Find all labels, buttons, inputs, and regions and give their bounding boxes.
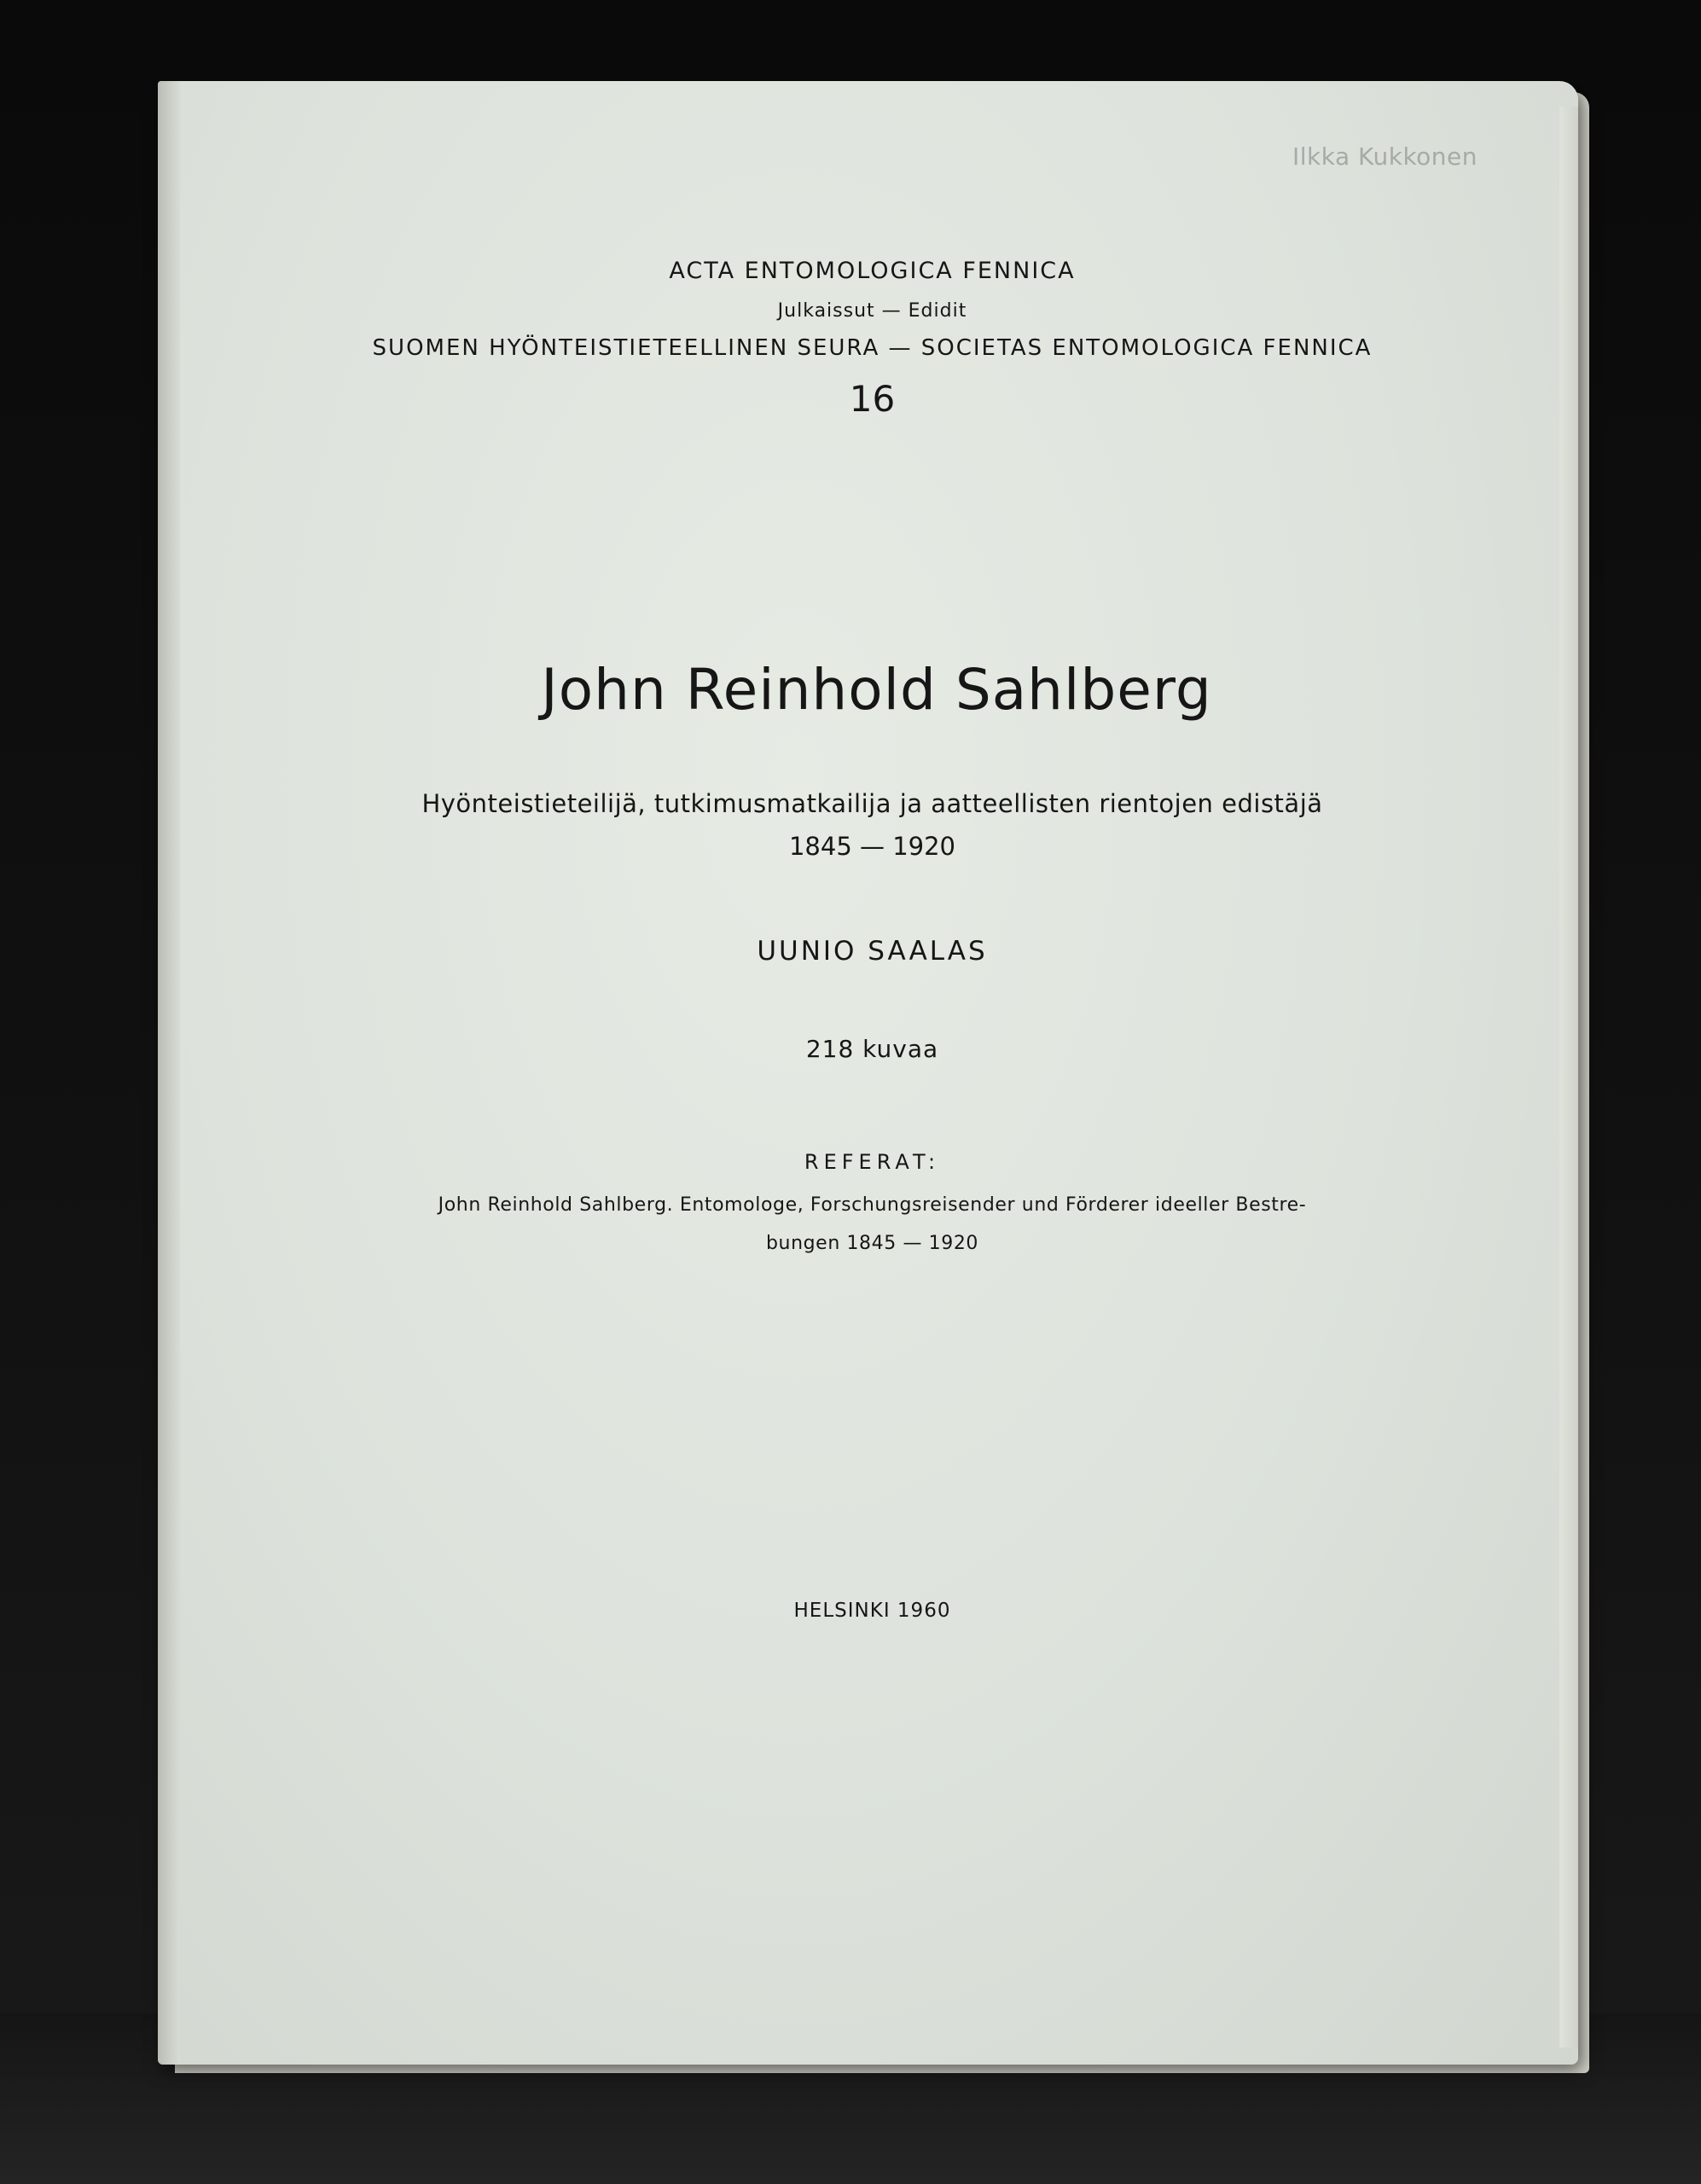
life-years: 1845 — 1920 [788,832,956,861]
referat-line-1: John Reinhold Sahlberg. Entomologe, Forschungsreisender und Förderer ideeller Bestre- [438,1194,1307,1216]
imprint: HELSINKI 1960 [793,1600,951,1622]
figure-count: 218 kuvaa [805,1035,939,1063]
book-cover [158,81,1578,2065]
owner-stamp: Ilkka Kukkonen [1292,142,1478,171]
author-name: UUNIO SAALAS [757,936,988,967]
referat-line-2: bungen 1845 — 1920 [765,1233,979,1254]
book-title: John Reinhold Sahlberg [541,657,1212,723]
society-name: SUOMEN HYÖNTEISTIETEELLINEN SEURA — SOCIETAS ENTOMOLOGICA FENNICA [372,335,1373,361]
volume-number: 16 [849,378,896,420]
publisher-note: Julkaissut — Edidit [777,300,967,322]
referat-heading: REFERAT: [804,1150,941,1174]
series-title: ACTA ENTOMOLOGICA FENNICA [669,258,1076,284]
book-subtitle: Hyönteistieteilijä, tutkimusmatkailija ja aatteellisten rientojen edistäjä [421,789,1323,818]
